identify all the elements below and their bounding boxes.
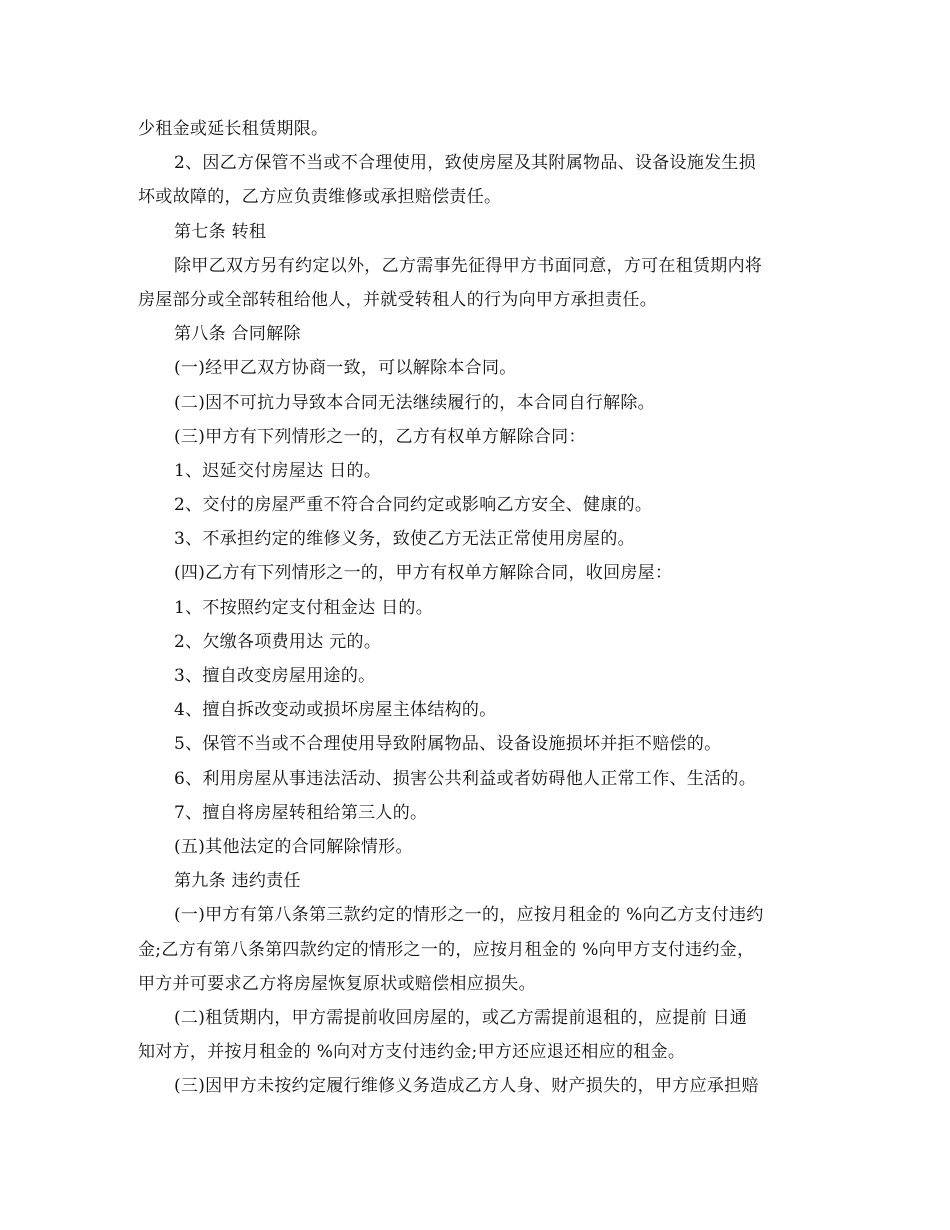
text-line: 1、不按照约定支付租金达 日的。 [174, 597, 434, 618]
section-heading: 第七条 转租 [174, 221, 267, 242]
text-line: 4、擅自拆改变动或损坏房屋主体结构的。 [174, 700, 497, 721]
text-line: 3、不承担约定的维修义务，致使乙方无法正常使用房屋的。 [174, 529, 635, 550]
text-line: (二)因不可抗力导致本合同无法继续履行的，本合同自行解除。 [174, 392, 655, 413]
text-line: (一)经甲乙双方协商一致，可以解除本合同。 [174, 358, 517, 379]
text-line: 除甲乙双方另有约定以外，乙方需事先征得甲方书面同意，方可在租赁期内将 [174, 255, 763, 276]
text-line: 坏或故障的，乙方应负责维修或承担赔偿责任。 [138, 187, 502, 208]
text-line: 3、擅自改变房屋用途的。 [174, 666, 376, 686]
text-line: 1、迟延交付房屋达 日的。 [174, 460, 382, 481]
text-line: 2、交付的房屋严重不符合合同约定或影响乙方安全、健康的。 [174, 495, 653, 516]
text-line: 知对方，并按月租金的 %向对方支付违约金;甲方还应退还相应的租金。 [138, 1042, 686, 1063]
text-line: 5、保管不当或不合理使用导致附属物品、设备设施损坏并拒不赔偿的。 [174, 734, 722, 755]
text-line: (五)其他法定的合同解除情形。 [174, 836, 413, 857]
text-line: 甲方并可要求乙方将房屋恢复原状或赔偿相应损失。 [138, 973, 536, 994]
text-line: (三)因甲方未按约定履行维修义务造成乙方人身、财产损失的，甲方应承担赔 [174, 1076, 759, 1097]
text-line: (三)甲方有下列情形之一的，乙方有权单方解除合同： [174, 426, 586, 447]
text-line: 少租金或延长租赁期限。 [138, 119, 329, 139]
text-line: (一)甲方有第八条第三款约定的情形之一的，应按月租金的 %向乙方支付违约 [174, 905, 764, 926]
text-line: (二)租赁期内，甲方需提前收回房屋的，或乙方需提前退租的，应提前 日通 [174, 1007, 748, 1028]
text-line: 房屋部分或全部转租给他人，并就受转租人的行为向甲方承担责任。 [138, 289, 657, 310]
text-line: 6、利用房屋从事违法活动、损害公共利益或者妨碍他人正常工作、生活的。 [174, 768, 757, 789]
text-line: (四)乙方有下列情形之一的，甲方有权单方解除合同，收回房屋： [174, 563, 673, 584]
section-heading: 第九条 违约责任 [174, 871, 301, 892]
document-body [138, 112, 818, 1103]
section-heading: 第八条 合同解除 [174, 324, 301, 345]
text-line: 7、擅自将房屋转租给第三人的。 [174, 802, 428, 823]
text-line: 金;乙方有第八条第四款约定的情形之一的，应按月租金的 %向甲方支付违约金， [138, 939, 755, 960]
text-line: 2、因乙方保管不当或不合理使用，致使房屋及其附属物品、设备设施发生损 [174, 153, 757, 174]
text-line: 2、欠缴各项费用达 元的。 [174, 631, 382, 652]
